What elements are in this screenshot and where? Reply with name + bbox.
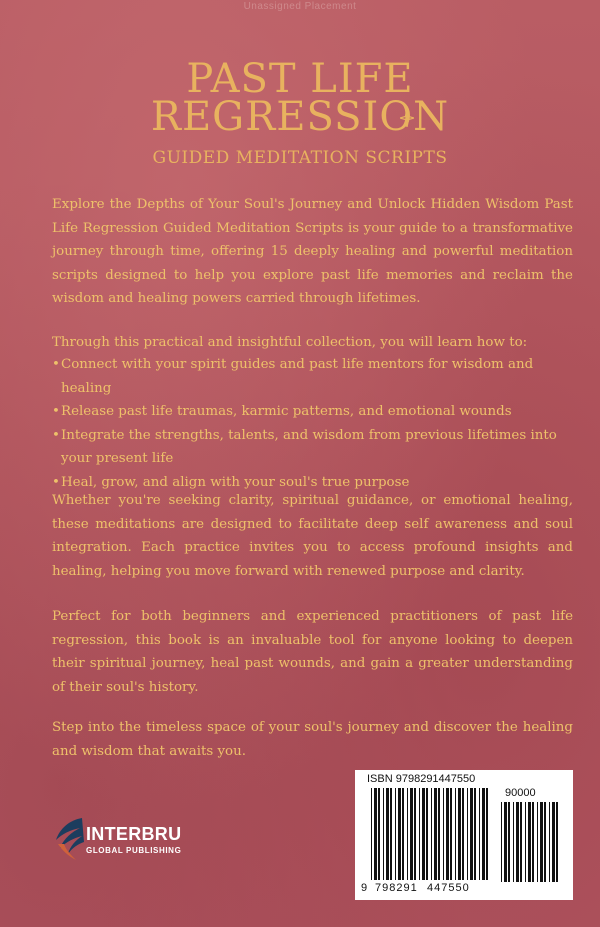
list-item: • Integrate the strengths, talents, and wisdom from previous lifetimes into your present life — [52, 424, 582, 471]
header-faint-text: Unassigned Placement — [243, 1, 357, 12]
publisher-logo — [52, 810, 202, 862]
price-code: 90000 — [505, 787, 536, 799]
barcode-digits-right: 447550 — [427, 882, 470, 894]
description-paragraph-4: Perfect for both beginners and experienced practitioners of past life regression, this book is an invaluable tool for anyone looking to deepen their spiritual journey, heal past wounds, and gain a greater understanding of their soul's history. — [52, 609, 573, 695]
title-line-2: REGRESSION — [150, 94, 450, 140]
description-paragraph-1: Explore the Depths of Your Soul's Journey and Unlock Hidden Wisdom Past Life Regression Guided Meditation Scripts is your guide to a transformative journey through time, offering 15 deeply healing and powerful meditation scripts designed to help you explore past life memories and reclaim the wisdom and healing powers carried through lifetimes. — [52, 197, 573, 306]
book-title — [0, 56, 600, 140]
barcode-digits-left: 798291 — [375, 882, 418, 894]
description-paragraph-3: Whether you're seeking clarity, spiritual guidance, or emotional healing, these meditations are designed to facilitate deep self awareness and soul integration. Each practice invites you to access profound insights and healing, helping you move forward with renewed purpose and clarity. — [52, 493, 573, 579]
sparkle-icon — [400, 109, 414, 127]
description-paragraph-5: Step into the timeless space of your soul's journey and discover the healing and wisdom that awaits you. — [52, 720, 573, 759]
book-subtitle: GUIDED MEDITATION SCRIPTS — [152, 148, 448, 168]
isbn-label: ISBN 9798291447550 — [367, 773, 476, 785]
title-line-1: PAST LIFE — [186, 56, 414, 102]
wing-logo-icon — [52, 810, 86, 862]
barcode-digit-first: 9 — [361, 882, 368, 894]
publisher-name: INTERBRU — [86, 824, 182, 844]
isbn-barcode — [355, 770, 573, 900]
publisher-tagline: GLOBAL PUBLISHING — [86, 846, 182, 855]
learn-intro: Through this practical and insightful collection, you will learn how to: — [52, 335, 528, 350]
list-item: • Release past life traumas, karmic patterns, and emotional wounds — [52, 400, 582, 424]
learning-list — [52, 353, 582, 494]
barcode-bars — [355, 770, 573, 900]
list-item: • Heal, grow, and align with your soul's true purpose — [52, 471, 582, 495]
list-item: • Connect with your spirit guides and past life mentors for wisdom and healing — [52, 353, 582, 400]
